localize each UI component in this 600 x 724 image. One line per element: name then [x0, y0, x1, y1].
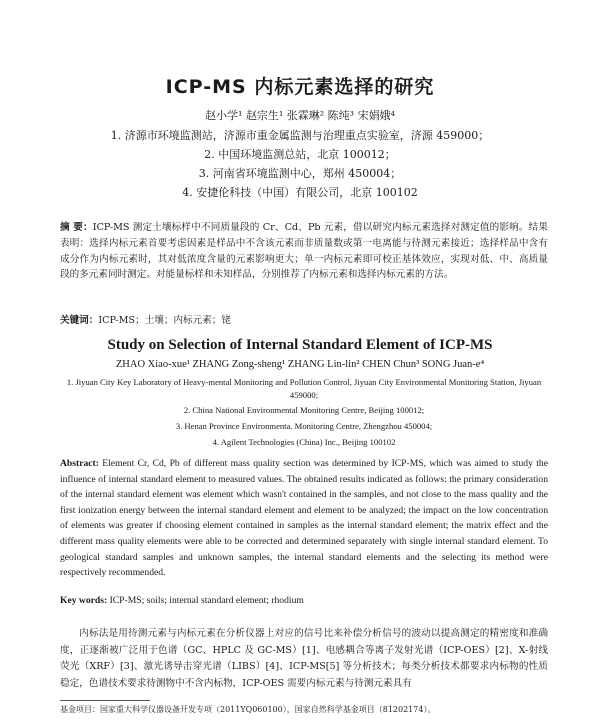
funding-footnote: 基金项目：国家重大科学仪器设备开发专项（2011YQ060100），国家自然科学基金项目（81202174）。 — [60, 705, 436, 714]
abstract-en-label: Abstract: — [60, 458, 99, 469]
authors-en: ZHAO Xiao-xue¹ ZHANG Zong-sheng¹ ZHANG Lin-lin² CHEN Chun³ SONG Juan-e⁴ — [115, 359, 485, 370]
affiliation-en-2: 2. China National Environmental Monitoring Centre, Beijing 100012; — [183, 405, 425, 415]
keywords-cn — [60, 312, 548, 326]
keywords-en-text: ICP-MS; soils; internal standard element; rhodium — [109, 595, 304, 606]
abstract-cn-label: 摘 要： — [60, 222, 93, 233]
authors-cn: 赵小学¹ 赵宗生¹ 张霖琳² 陈纯³ 宋娟娥⁴ — [204, 109, 396, 122]
body-paragraph: 内标法是用待测元素与内标元素在分析仪器上对应的信号比来补偿分析信号的波动以提高测定的精密度和准确度，正逐渐被广泛用于色谱（GC、HPLC 及 GC-MS）[1]、电感耦合等离子发射光谱（ICP-OES）[2]、X-射线荧光（XRF）[3]、激光诱导击穿光谱（LIBS）[4]、ICP-MS[5] 等分析技术；每类分析技术都要求内标物的性质稳定，色谱技术要求待测物中不含内标物，ICP-OES 需要内标元素与待测元素具有 — [60, 628, 548, 689]
footnote-rule — [60, 700, 150, 701]
affiliation-cn-1: 1. 济源市环境监测站，济源市重金属监测与治理重点实验室，济源 459000； — [110, 129, 490, 142]
affiliation-cn-4: 4. 安捷伦科技（中国）有限公司，北京 100102 — [182, 186, 418, 199]
keywords-en — [60, 595, 548, 606]
affiliation-en-1: 1. Jiyuan City Key Laboratory of Heavy-mental Monitoring and Pollution Control, Jiyuan City Environmental Monitoring Station, Jiyuan 459000; — [66, 377, 542, 400]
abstract-cn — [60, 220, 548, 283]
paper-title-en: Study on Selection of Internal Standard Element of ICP-MS — [107, 337, 493, 353]
keywords-cn-text: ICP-MS；土壤；内标元素；铑 — [98, 315, 232, 326]
paper-title: ICP-MS 内标元素选择的研究 — [165, 76, 435, 98]
affiliation-cn-3: 3. 河南省环境监测中心，郑州 450004； — [198, 167, 402, 180]
abstract-en-text: Element Cr, Cd, Pb of different mass quality section was determined by ICP-MS, which was aimed to study the influence of internal standard element to measured values. The obtained results indicated as follows: the primary consideration of the internal standard element was element which wasn't contained in the samples, and not close to the mass quality and the first ionization energy between the internal standard element and element to be analyzed; the impact on the low concentration of elements was greater if choosing element contained in samples as the internal standard element; the matrix effect and the different mass quality elements were able to be corrected and determined separately with single internal standard element. To geological standard samples and unknown samples, the internal standard elements and the selecting its method were respectively recommended. — [60, 458, 548, 579]
keywords-cn-label: 关键词： — [60, 315, 99, 326]
affiliation-en-3: 3. Henan Province Environmenta. Monitoring Centre, Zhengzhou 450004; — [175, 421, 433, 431]
keywords-en-label: Key words: — [60, 595, 108, 606]
abstract-en — [60, 456, 548, 581]
affiliation-cn-2: 2. 中国环境监测总站，北京 100012； — [204, 148, 396, 161]
abstract-cn-text: ICP-MS 测定土壤标样中不同质量段的 Cr、Cd、Pb 元素，借以研究内标元素选择对测定值的影响。结果表明：选择内标元素首要考虑因素是样品中不含该元素而非质量数或第一电离能与待测元素接近；选择样品中含有成分作为内标元素时，其对低浓度含量的元素影响更大；单一内标元素即可校正基体效应，实现对低、中、高质量段的多元素同时测定。对能量标样和未知样品，分别推荐了内标元素和选择内标元素的方法。 — [60, 222, 548, 281]
affiliation-en-4: 4. Agilent Technologies (China) Inc., Beijing 100102 — [212, 437, 396, 447]
